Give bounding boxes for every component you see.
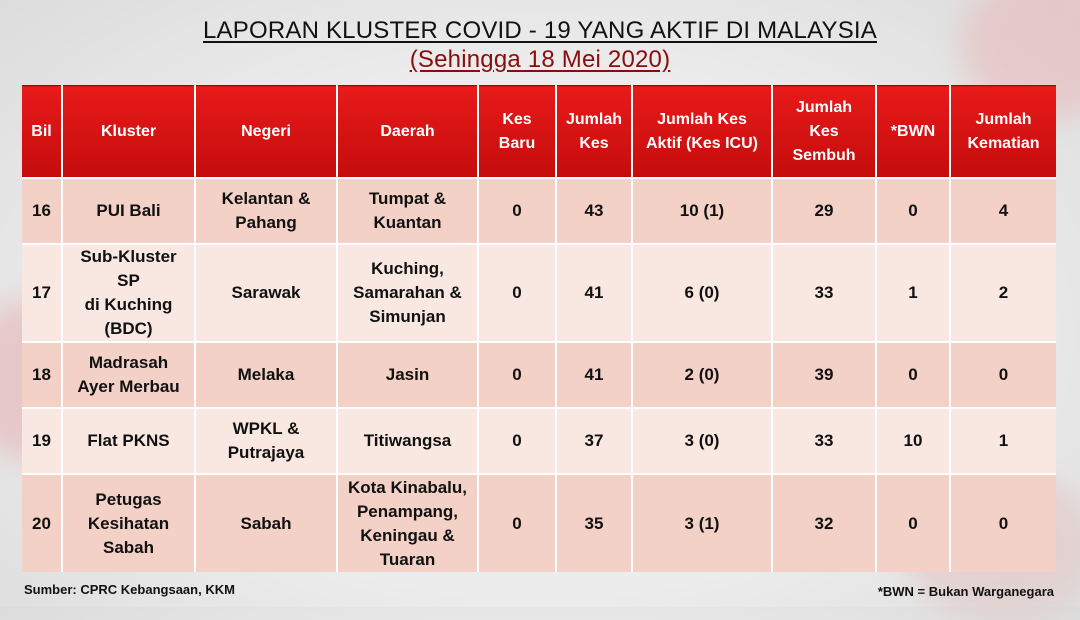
table-cell: 29 [772,178,876,244]
table-cell: Madrasah Ayer Merbau [62,342,195,408]
table-cell: 6 (0) [632,244,772,342]
bwn-note: *BWN = Bukan Warganegara [877,584,1054,599]
table-cell: 35 [556,474,632,572]
table-cell: 3 (1) [632,474,772,572]
table-cell: 0 [478,178,556,244]
table-cell: Jasin [337,342,478,408]
table-cell: 0 [478,244,556,342]
table-row [22,342,1056,408]
table-cell: Flat PKNS [62,408,195,474]
header-cell: Kluster [62,86,195,179]
table-cell: 1 [950,408,1056,474]
table-row [22,244,1056,342]
table-cell: 10 (1) [632,178,772,244]
header-cell: *BWN [876,86,950,179]
table-cell: 1 [876,244,950,342]
table-body [22,178,1056,572]
table-cell: 2 [950,244,1056,342]
table-cell: 4 [950,178,1056,244]
table-cell: PUI Bali [62,178,195,244]
table-cell: 19 [22,408,62,474]
table-cell: WPKL & Putrajaya [195,408,337,474]
table-cell: 0 [950,474,1056,572]
table-cell: 3 (0) [632,408,772,474]
table-cell: Petugas Kesihatan Sabah [62,474,195,572]
table-cell: Titiwangsa [337,408,478,474]
table-cell: 41 [556,342,632,408]
table-row [22,178,1056,244]
table-cell: 33 [772,408,876,474]
table-cell: Sabah [195,474,337,572]
header-cell: Jumlah Kes Sembuh [772,86,876,179]
header-cell: Jumlah Kes [556,86,632,179]
table-header-row [22,86,1056,179]
header-cell: Jumlah Kes Aktif (Kes ICU) [632,86,772,179]
table-cell: 0 [876,474,950,572]
table-cell: 41 [556,244,632,342]
table-cell: Kelantan & Pahang [195,178,337,244]
page-title: LAPORAN KLUSTER COVID - 19 YANG AKTIF DI MALAYSIA [203,17,877,44]
table-cell: 20 [22,474,62,572]
table-cell: Sarawak [195,244,337,342]
table-cell: 39 [772,342,876,408]
source-note: Sumber: CPRC Kebangsaan, KKM [24,582,235,597]
table-cell: Sub-Kluster SP di Kuching (BDC) [62,244,195,342]
table-cell: 43 [556,178,632,244]
table-cell: 10 [876,408,950,474]
header-cell: Jumlah Kematian [950,86,1056,179]
header-cell: Bil [22,86,62,179]
table-cell: Kota Kinabalu, Penampang, Keningau & Tuaran [337,474,478,572]
table-cell: Tumpat & Kuantan [337,178,478,244]
table-cell: Melaka [195,342,337,408]
table-cell: 0 [876,178,950,244]
table-cell: 16 [22,178,62,244]
table-cell: 32 [772,474,876,572]
table-cell: 33 [772,244,876,342]
table-cell: 17 [22,244,62,342]
table-cell: 0 [478,342,556,408]
table-row [22,474,1056,572]
table-cell: 37 [556,408,632,474]
header-cell: Negeri [195,86,337,179]
table-cell: 0 [478,408,556,474]
header-cell: Daerah [337,86,478,179]
header-cell: Kes Baru [478,86,556,179]
table-cell: 0 [876,342,950,408]
table-cell: Kuching, Samarahan & Simunjan [337,244,478,342]
cluster-table [22,85,1056,572]
table-cell: 2 (0) [632,342,772,408]
table-cell: 18 [22,342,62,408]
page-subtitle: (Sehingga 18 Mei 2020) [409,46,671,73]
table-cell: 0 [478,474,556,572]
table-row [22,408,1056,474]
table-cell: 0 [950,342,1056,408]
